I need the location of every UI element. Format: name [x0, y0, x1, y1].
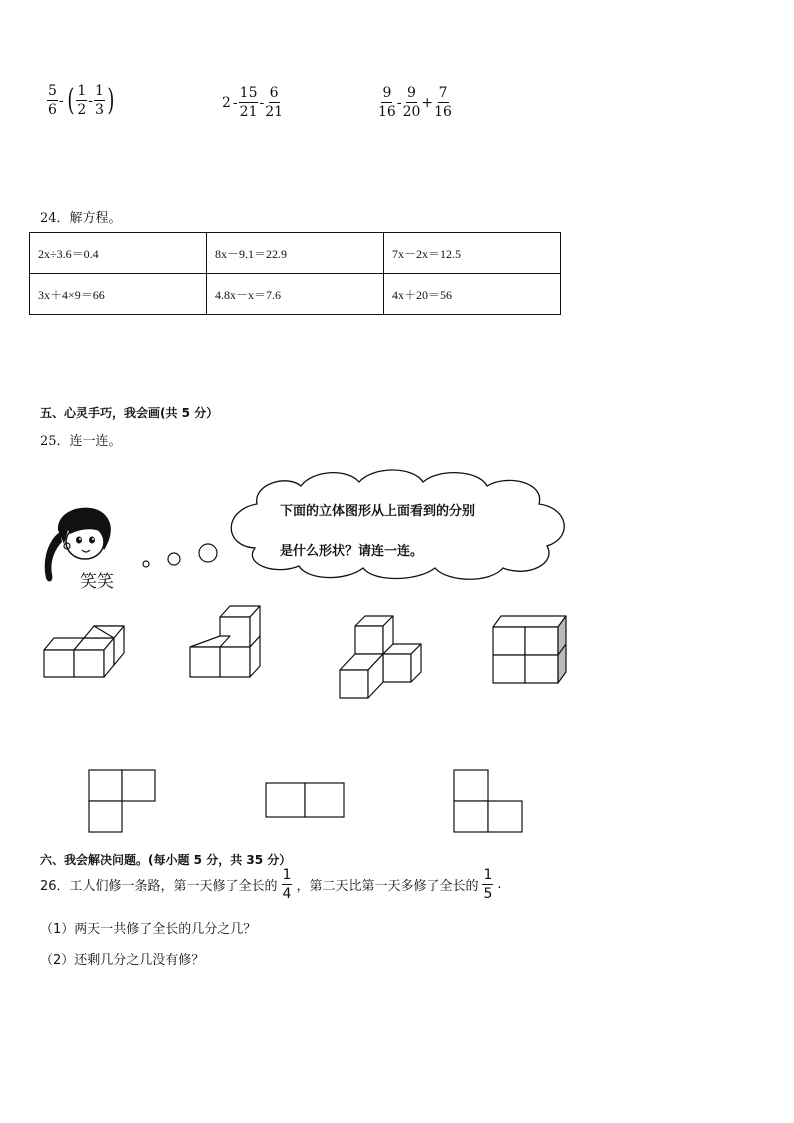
equation-table: [29, 232, 561, 315]
fraction: $\frac{9}{16}$: [378, 85, 396, 120]
top-view-a: [89, 770, 155, 832]
equation-cell: 4.8x－x＝7.6: [207, 274, 384, 315]
solid-figure-d: [493, 616, 566, 683]
bubble-text-line-1: 下面的立体图形从上面看到的分别: [280, 504, 476, 519]
top-view-shapes: [80, 765, 540, 837]
solid-figure-c: [340, 616, 421, 698]
section-5-title: 五、心灵手巧，我会画(共 5 分）: [40, 406, 219, 420]
equation-cell: 4x＋20＝56: [384, 274, 561, 315]
equation-cell: 3x＋4×9＝66: [30, 274, 207, 315]
question-26-part-2: （2）还剩几分之几没有修？: [40, 953, 205, 968]
equation-cell: 8x－9.1＝22.9: [207, 233, 384, 274]
section-6-title: 六、我会解决问题。(每小题 5 分，共 35 分）: [40, 853, 292, 867]
right-paren: ): [107, 82, 115, 118]
fraction: $\frac{1}{2}$: [77, 83, 87, 118]
solid-figure-a: [44, 626, 124, 677]
solid-figure-b: [190, 606, 260, 677]
bubble-text-line-2: 是什么形状？请连一连。: [280, 544, 424, 559]
expression-3: $\frac{9}{16}$ - $\frac{9}{20}$ + $\frac{7}{16}$: [378, 85, 452, 120]
question-25-title: 25．连一连。: [40, 434, 122, 449]
fraction: $\frac{1}{3}$: [95, 83, 104, 118]
thought-dots: [138, 540, 223, 572]
fraction: $\frac{6}{21}$: [265, 85, 284, 120]
fraction: $\frac{7}{16}$: [434, 85, 452, 120]
equation-cell: 7x－2x＝12.5: [384, 233, 561, 274]
table-row: [30, 274, 561, 315]
expression-1: $\frac{5}{6}$ - ( $\frac{1}{2}$ - $\frac{1}{3}$ ): [48, 82, 115, 118]
thought-cloud: [217, 464, 585, 584]
fraction: $\frac{9}{20}$: [402, 85, 421, 120]
top-view-c: [454, 770, 522, 832]
fraction: $\frac{1}{4}$: [282, 867, 292, 902]
fraction: $\frac{1}{5}$: [483, 867, 493, 902]
left-paren: (: [67, 82, 75, 118]
girl-label: 笑笑: [80, 572, 114, 592]
solid-figures: [40, 600, 600, 705]
fraction: $\frac{15}{21}$: [239, 85, 258, 120]
fraction: $\frac{5}{6}$: [48, 83, 57, 118]
top-view-b: [266, 783, 344, 817]
table-row: [30, 233, 561, 274]
expression-2: 2 - $\frac{15}{21}$ - $\frac{6}{21}$: [222, 85, 284, 120]
question-26-part-1: （1）两天一共修了全长的几分之几？: [40, 922, 257, 937]
question-26: 26．工人们修一条路，第一天修了全长的 $\frac{1}{4}$ ，第二天比第一天多修了全长的 $\frac{1}{5}$ .: [40, 867, 502, 902]
question-24-title: 24．解方程。: [40, 211, 122, 226]
equation-cell: 2x÷3.6＝0.4: [30, 233, 207, 274]
